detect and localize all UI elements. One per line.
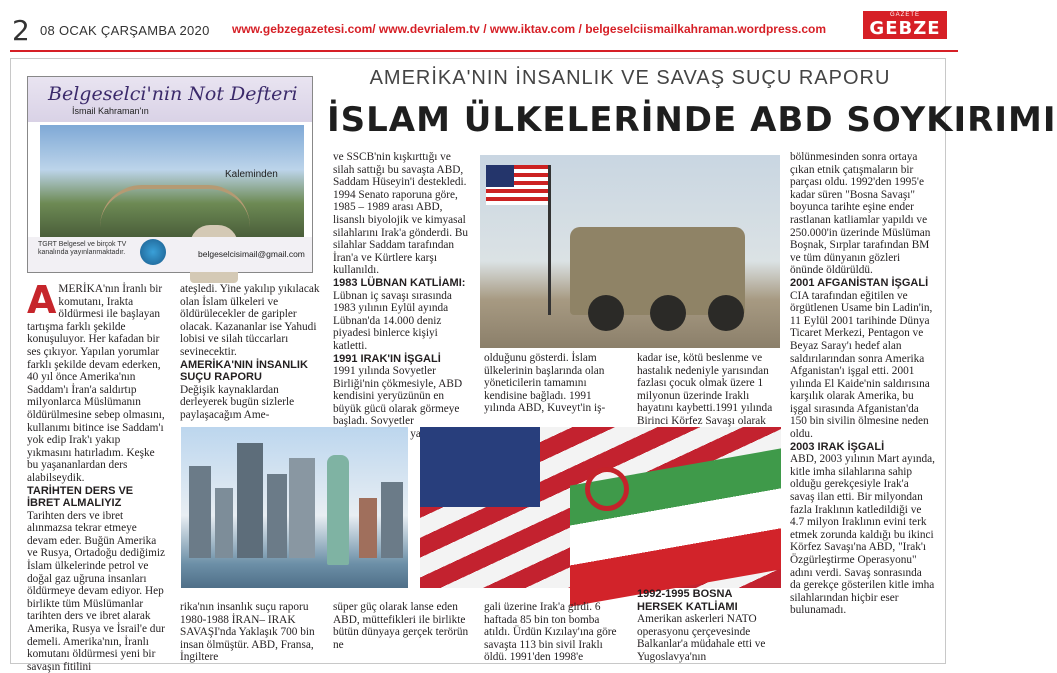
paragraph: CIA tarafından eğitilen ve örgütlenen Usame bin Ladin'in, 11 Eylül 2001 tarihinde Dünya Ticaret Merkezi, Pentagon ve Beyaz Saray'ı hedef alan saldırılarından sonra Amerika Afganistan'ı işgal etti. 2001 yılında El Kaide'nin saldırısına karşılık olarak Amerika, bu işgal sırasında Afganistan'da 150 bin sivilin ölmesine neden oldu. (790, 289, 933, 441)
paragraph: ve SSCB'nin kışkırttığı ve silah sattığı bu savaşta ABD, Saddam Hüseyin'i destekledi. 1994 Senato raporuna göre, 1985 – 1989 arası ABD, lisanslı biyolojik ve kimyasal silahlarını Irak'a gönderdi. Bu silahlar Saddam tarafından İran'a ve Kürtlere karşı kullanıldı. (333, 151, 469, 277)
columnist-author: İsmail Kahraman'ın (72, 106, 149, 116)
us-flag-canton (420, 427, 540, 507)
building (215, 488, 233, 558)
paragraph: MERİKA'nın İranlı bir komutanı, Irakta öldürmesi ile başlayan tartışma farklı şekilde konuşuluyor. Her kafadan bir ses çıkıyor. Yapılan yorumlar farklı şekilde devam ederken, 40 yıl önce Amerika'nın Saddam'ı İran'a saldırtıp milyonlarca Müslümanın öldürülmesine sebep olmasını, kullanımı bitince ise Saddam'ı yok edip Irak'ı yakıp yıkmasını hatırladım. Keşke bu yaşananlardan ders alabilseydik. (27, 283, 165, 484)
paragraph: süper güç olarak lanse eden ABD, müttefikleri ile birlikte bütün dünyaya gerçek terörün ne (333, 601, 469, 651)
text-column-6 (790, 151, 935, 663)
logo-small-text: GAZETE (889, 12, 920, 18)
columnist-box (27, 76, 313, 273)
subheading: 2001 AFGANİSTAN İŞGALİ (790, 276, 929, 289)
statue-of-liberty (327, 455, 349, 565)
text-column-3-bottom (333, 601, 473, 663)
building (359, 498, 377, 558)
columnist-photo (40, 125, 304, 237)
paragraph: 1991 yılında Sovyetler Birliği'nin çökmesiyle, ABD kendisini yeryüzünün en büyük gücü olarak görmeye başladı. Sovyetler (333, 365, 463, 428)
gebze-logo (863, 11, 947, 39)
wheel (650, 295, 686, 331)
text-column-4 (484, 352, 624, 424)
header-urls[interactable]: www.gebzegazetesi.com/ www.devrialem.tv / www.iktav.com / belgeselciismailkahraman.wordpress.com (232, 22, 826, 36)
building (189, 466, 211, 558)
paragraph: olduğunu gösterdi. İslam ülkelerinin başlarında olan yöneticilerin tamamını kendisine bağladı. 1991 yılında ABD, Kuveyt'in iş- (484, 352, 606, 415)
subheading: 1991 IRAK'IN İŞGALİ (333, 352, 441, 365)
paragraph: Değişik kaynaklardan derleyerek bugün sizlerle paylaşacağım Ame- (180, 383, 295, 421)
bridge-image (100, 185, 250, 227)
logo-text: GEBZE (869, 18, 941, 39)
military-vehicle-photo (480, 155, 780, 348)
new-york-skyline-photo (181, 427, 408, 588)
paragraph: ateşledi. Yine yakılıp yıkılacak olan İslam ülkeleri ve öldürülecekler de garipler olacak. Kazananlar ise Yahudi lobisi ve silah tüccarları sevinecektir. (180, 283, 320, 358)
text-column-2 (180, 283, 320, 423)
article-headline: İSLAM ÜLKELERİNDE ABD SOYKIRIMI (327, 100, 1057, 140)
header-rule (10, 50, 958, 52)
drop-cap: A (27, 278, 57, 322)
paragraph: ABD, 2003 yılının Mart ayında, kitle imha silahlarına sahip olduğu gerekçesiyle Irak'a savaş ilan etti. Bir milyondan fazla Iraklının katledildiği ve 4.7 milyon Iraklının evini terk etmek zorunda kaldığı bu ikinci Körfez Savaşı'na ABD, "Irak'ı Özgürleştirme Operasyonu" adını verdi. Savaş sonrasında da gerekçe gösterilen kitle imha silahlarından hiçbir eser bulunamadı. (790, 453, 935, 617)
columnist-email[interactable]: belgeselcisimail@gmail.com (198, 249, 305, 259)
us-iran-flags-photo (420, 427, 781, 588)
wheel (708, 295, 744, 331)
iran-emblem-icon (585, 467, 629, 511)
issue-date: 08 OCAK ÇARŞAMBA 2020 (40, 23, 210, 38)
subheading: 1983 LÜBNAN KATLİAMI: (333, 276, 466, 289)
text-column-5-top (637, 352, 777, 427)
paragraph: bölünmesinden sonra ortaya çıkan etnik çatışmaların bir parçası oldu. 1992'den 1995'e kadar süren "Bosna Savaşı" boyunca tarihte eşine ender rastlanan katliamlar yapıldı ve 250.000'in üzerinde Müslüman Boşnak, Sırplar tarafından BM ve tüm dünyanın gözleri önünde öldürüldü. (790, 151, 931, 277)
paragraph: Tarihten ders ve ibret alınmazsa tekrar etmeye devam eder. Buğün Amerika ve Rusya, Ortadoğu dediğimiz İslam ülkelerinde petrol ve doğal gaz uğruna insanları öldürmeye devam ediyor. Hep birlikte tüm Müslümanlar tarihten ders ve ibret alarak Amerika, Rusya ve İsrail'e dur demeli. Amerika'nın, İranlı komutanı öldürmesi yeni bir savaşın fitilini (27, 509, 166, 673)
building (381, 482, 403, 558)
text-column-4-bottom (484, 601, 624, 663)
subheading: 2003 IRAK İŞGALİ (790, 440, 885, 453)
wheel (588, 295, 624, 331)
page-number: 2 (12, 14, 30, 47)
paragraph: rika'nın insanlık suçu raporu 1980-1988 İRAN– IRAK SAVAŞI'nda Yaklaşık 700 bin insan ölmüştür. ABD, Fransa, İngiltere (180, 601, 315, 664)
subheading: 1992-1995 BOSNA HERSEK KATLİAMI (637, 588, 738, 613)
article-kicker: AMERİKA'NIN İNSANLIK VE SAVAŞ SUÇU RAPORU (369, 67, 891, 89)
us-flag-canton (486, 165, 514, 187)
text-column-3 (333, 151, 473, 428)
columnist-tgrt-note: TGRT Belgesel ve birçok TV kanalında yayınlanmaktadır. (38, 241, 127, 256)
devrialem-logo-icon (140, 239, 166, 265)
paragraph: Lübnan iç savaşı sırasında 1983 yılının Eylül ayında Lübnan'da 14.000 deniz piyadesi binlerce kişiyi katletti. (333, 289, 452, 352)
building (237, 443, 263, 558)
subheading: TARİHTEN DERS VE İBRET ALMALIYIZ (27, 484, 134, 510)
columnist-pen: Kaleminden (225, 169, 278, 180)
text-column-2-bottom (180, 601, 320, 663)
text-column-5-bottom (637, 588, 777, 663)
building (289, 458, 315, 558)
flag-pole (548, 165, 551, 315)
paragraph: kadar ise, kötü beslenme ve hastalık nedeniyle yarısından fazlası çocuk olmak üzere 1 milyonun üzerinde Iraklı hayatını kaybetti.1991 yılında Birinci Körfez Savaşı olarak (637, 352, 773, 427)
page-header (0, 0, 960, 56)
paragraph: gali üzerine Irak'a girdi. 6 haftada 85 bin ton bomba atıldı. Ürdün Kızılay'ına göre savaşta 113 bin sivil Iraklı öldü. 1991'den 1998'e (484, 601, 617, 664)
text-column-1 (27, 278, 167, 673)
building (267, 474, 287, 558)
column-name: Belgeselci'nin Not Defteri (48, 83, 298, 105)
paragraph: Amerikan askerleri NATO operasyonu çerçevesinde Balkanlar'a müdahale etti ve Yugoslavya'nın (637, 613, 766, 663)
subheading: AMERİKA'NIN İNSANLIK SUÇU RAPORU (180, 358, 308, 384)
